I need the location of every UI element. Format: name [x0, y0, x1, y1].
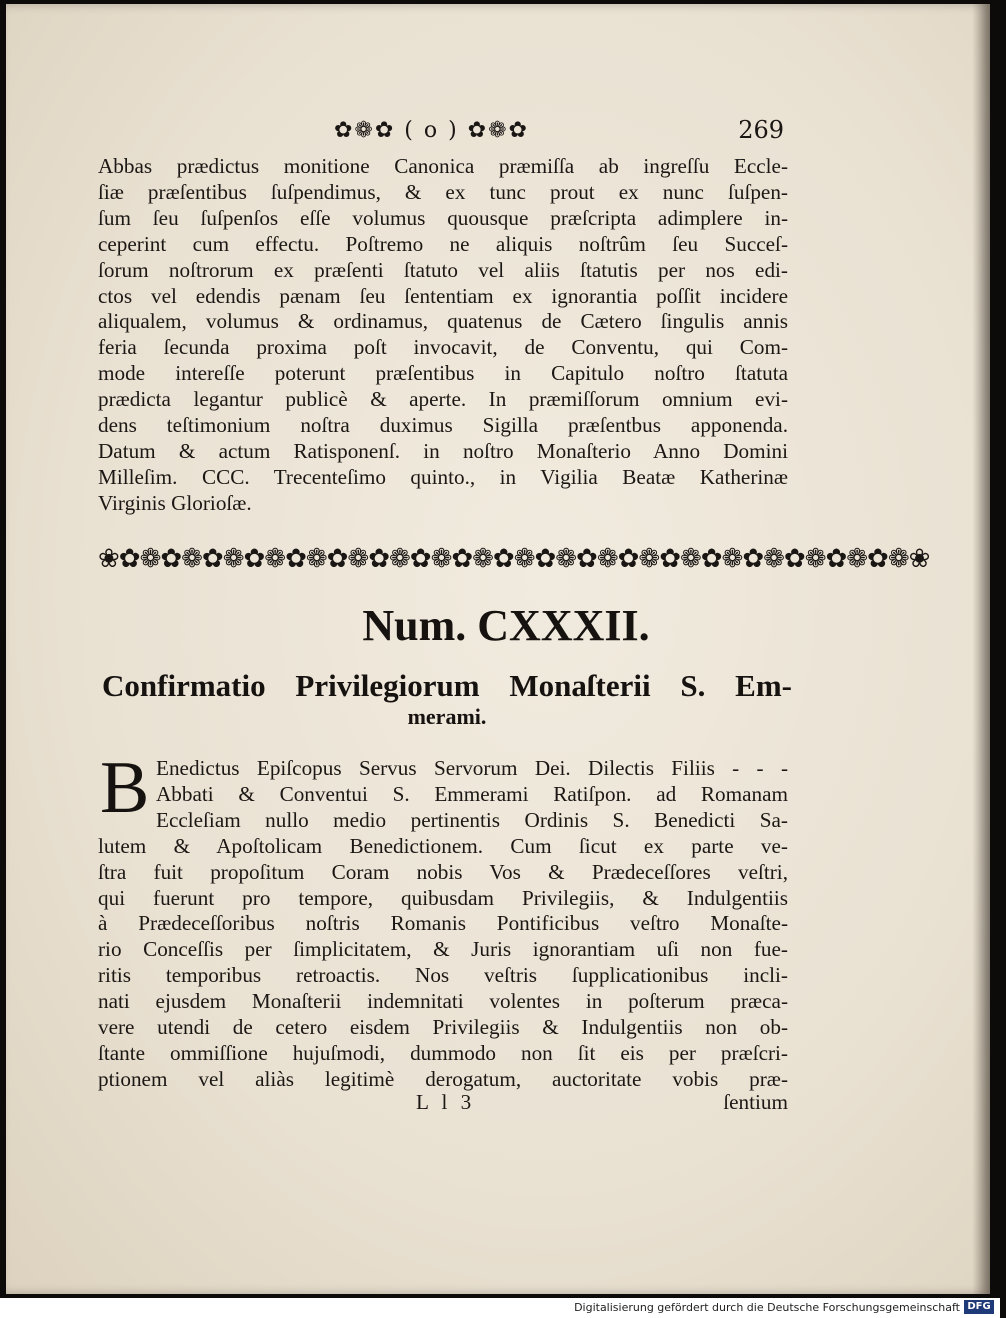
page-header [96, 112, 786, 152]
text-line: mode intereſſe poterunt præſentibus in Capitulo noſtro ſtatuta [98, 361, 788, 386]
text-line: ritis temporibus retroactis. Nos veſtris ſupplicationibus incli- [98, 963, 788, 988]
text-line: Eccleſiam nullo medio pertinentis Ordinis S. Benedicti Sa- [156, 807, 788, 832]
credit-bar [0, 1298, 1000, 1318]
text-line: ctos vel edendis pænam ſeu ſententiam ex ignorantia poſſit incidere [98, 283, 788, 308]
section-title [102, 668, 792, 730]
text-line: Datum & actum Ratisponenſ. in noſtro Monaſterio Anno Domini [98, 438, 788, 463]
section-title-line1: Confirmatio Privilegiorum Monaſterii S. Em- [102, 668, 792, 703]
text-line: rio Conceſſis per ſimplicitatem, & Juris ignorantiam uſi non fue- [98, 937, 788, 962]
text-line: feria ſecunda proxima poſt invocavit, de Conventu, qui Com- [98, 335, 788, 360]
text-line: ſtante ommiſſione hujuſmodi, dummodo non ſit eis per præſcri- [98, 1040, 788, 1065]
dfg-logo[interactable]: DFG [964, 1300, 994, 1314]
header-ornament: ✿❁✿ ( o ) ✿❁✿ [334, 118, 529, 143]
text-line: prædicta legantur publicè & aperte. In præmiſſorum omnium evi- [98, 387, 788, 412]
text-line: Abbati & Conventui S. Emmerami Ratiſpon. ad Romanam [156, 781, 788, 806]
text-line: dens teſtimonium noſtra duximus Sigilla præſentbus apponenda. [98, 413, 788, 438]
section-number: Num. CXXXII. [362, 601, 650, 650]
drop-cap: B [100, 747, 150, 829]
text-line: ſum ſeu ſuſpenſos eſſe volumus quousque præſcripta adimplere in- [98, 205, 788, 230]
text-line: vere utendi de cetero eisdem Privilegiis & Indulgentiis non ob- [98, 1015, 788, 1040]
catchword: ſentium [723, 1090, 788, 1114]
text-line: à Prædeceſſoribus noſtris Romanis Pontificibus veſtro Monaſte- [98, 911, 788, 936]
paragraph-statute-end [98, 154, 788, 517]
page-footer [98, 1090, 788, 1120]
text-line: ſtra fuit propoſitum Coram nobis Vos & Prædeceſſores veſtri, [98, 859, 788, 884]
text-line: ptionem vel aliàs legitimè derogatum, auctoritate vobis præ- [98, 1066, 788, 1091]
paragraph-bull [98, 747, 788, 1093]
ornamental-divider: ❀✿❁✿❁✿❁✿❁✿❁✿❁✿❁✿❁✿❁✿❁✿❁✿❁✿❁✿❁✿❁✿❁✿❁✿❁✿❁❀ [98, 544, 930, 574]
text-line: Abbas prædictus monitione Canonica præmiſſa ab ingreſſu Eccle- [98, 154, 788, 178]
text-line: ceperint cum effectu. Poſtremo ne aliquis noſtrûm ſeu Succeſ- [98, 231, 788, 256]
text-line: ſiæ præſentibus ſuſpendimus, & ex tunc prout ex nunc ſuſpen- [98, 179, 788, 204]
text-line: lutem & Apoſtolicam Benedictionem. Cum ſicut ex parte ve- [98, 833, 788, 858]
section-title-line2: merami. [407, 704, 487, 729]
text-line: Virginis Glorioſæ. [98, 490, 252, 515]
text-line: nati ejusdem Monaſterii indemnitati volentes in poſterum præca- [98, 989, 788, 1014]
funding-credit: Digitalisierung gefördert durch die Deutsche Forschungsgemeinschaft [574, 1301, 960, 1314]
text-line: Milleſim. CCC. Trecenteſimo quinto., in Vigilia Beatæ Katherinæ [98, 464, 788, 489]
text-line: Enedictus Epiſcopus Servus Servorum Dei. Dilectis Filiis - - - [156, 756, 788, 780]
text-line: aliqualem, volumus & ordinamus, quatenus de Cætero ſingulis annis [98, 309, 788, 334]
signature-mark: L l 3 [416, 1090, 476, 1114]
book-page [6, 4, 990, 1294]
text-line: qui fuerunt pro tempore, quibusdam Privilegiis, & Indulgentiis [98, 885, 788, 910]
page-number: 269 [738, 116, 784, 144]
text-line: ſorum noſtrorum ex præſenti ſtatuto vel aliis ſtatutis per nos edi- [98, 257, 788, 282]
